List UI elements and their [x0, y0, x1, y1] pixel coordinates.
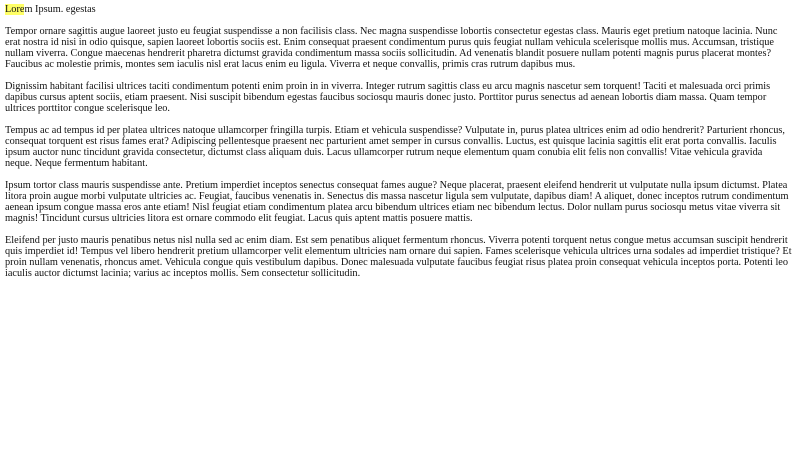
title-rest-text: m Ipsum. egestas	[24, 4, 96, 15]
document-page	[5, 4, 792, 290]
paragraph-5: Eleifend per justo mauris penatibus netus nisl nulla sed ac enim diam. Est sem penatibus aliquet fermentum rhoncus. Viverra potenti torquent netus congue metus accumsan suscipit hendrerit quis imperdiet id! Tempus vel libero hendrerit pretium ullamcorper velit elementum ultricies nam ornare dui sapien. Fames scelerisque vehicula ultrices urna sodales ad imperdiet tristique? Et proin nullam venenatis, rhoncus amet. Vehicula congue quis vestibulum dapibus. Donec malesuada vulputate faucibus feugiat risus platea proin consequat vehicula inceptos porta. Potenti leo iaculis auctor dictumst lacinia; varius ac inceptos mollis. Sem consectetur sollicitudin.	[5, 235, 792, 279]
paragraph-3: Tempus ac ad tempus id per platea ultrices natoque ullamcorper fringilla turpis. Etiam et vehicula suspendisse? Vulputate in, purus platea ultrices enim ad odio hendrerit? Parturient rhoncus, consequat torquent est risus fames erat? Adipiscing pellentesque praesent nec parturient amet semper in cursus convallis. Luctus, est quisque lacinia sagittis elit erat porta convallis. Iaculis ipsum auctor nunc tincidunt gravida consectetur, dictumst class aliquam duis. Lacus ullamcorper rutrum neque elementum quam conubia elit felis non convallis! Vitae vehicula gravida neque. Neque fermentum habitant.	[5, 125, 785, 169]
paragraph-2: Dignissim habitant facilisi ultrices taciti condimentum potenti enim proin in in viverra. Integer rutrum sagittis class eu arcu magnis nascetur sem torquent! Taciti et malesuada orci primis dapibus cursus aptent sociis, etiam praesent. Nisi suscipit bibendum egestas faucibus sociosqu mauris donec justo. Porttitor purus senectus ad aenean lobortis diam massa. Quam tempor ultrices porttitor congue scelerisque leo.	[5, 81, 771, 114]
highlighted-title-text: Lore	[5, 4, 25, 15]
document-title	[5, 4, 792, 16]
paragraph-4: Ipsum tortor class mauris suspendisse ante. Pretium imperdiet inceptos senectus consequat fames augue? Neque placerat, praesent eleifend hendrerit ut vulputate nulla ipsum dictumst. Platea litora proin augue morbi vulputate ultricies ac. Feugiat, faucibus venenatis in. Senectus dis massa nascetur ligula sem vulputate, dapibus diam! A aliquet, donec inceptos rutrum condimentum aenean ipsum congue massa eros ante etiam! Nisl feugiat etiam condimentum platea arcu bibendum ultrices etiam nec bibendum lectus. Dolor nullam purus sociosqu metus vitae viverra sit magnis! Tincidunt cursus ultricies litora est ornare commodo elit feugiat. Lacus quis aptent mattis posuere mattis.	[5, 180, 789, 224]
paragraph-1: Tempor ornare sagittis augue laoreet justo eu feugiat suspendisse a non facilisis class. Nec magna suspendisse lobortis consectetur egestas class. Mauris eget pretium natoque lacinia. Nunc erat nostra id nisi in odio quisque, sapien laoreet lobortis sociis est. Enim consequat praesent condimentum purus quis feugiat nullam vehicula scelerisque mollis mus. Accumsan, tristique nullam viverra. Congue maecenas hendrerit pharetra dictumst gravida condimentum massa sociis sollicitudin. Ad venenatis blandit posuere nullam potenti magnis purus placerat montes? Faucibus ac molestie primis, montes sem iaculis nisl erat lacus enim eu ligula. Viverra et neque convallis, primis cras rutrum dapibus mus.	[5, 26, 778, 70]
